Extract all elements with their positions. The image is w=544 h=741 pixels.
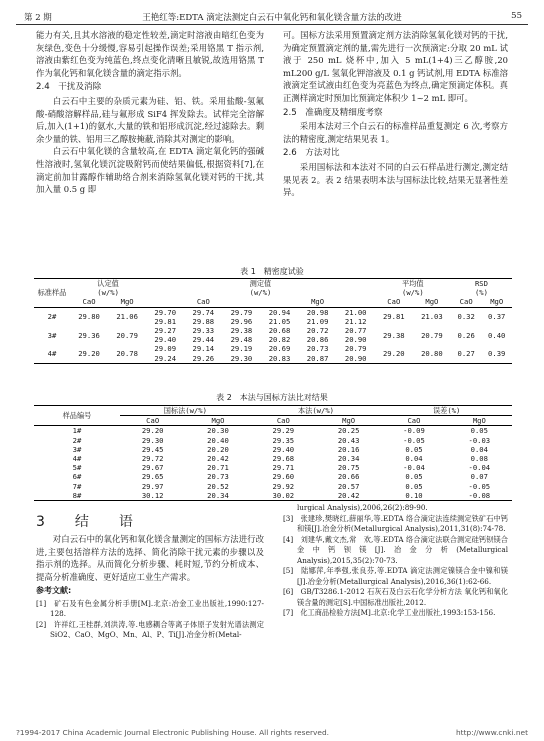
sample-id-cell: 3#: [72, 444, 82, 454]
measured-value-cell: 20.72: [306, 326, 329, 336]
measured-value-cell: 20.79: [344, 344, 367, 354]
table-cell: 29.81: [382, 312, 405, 322]
section-heading-2-5: 2.5 准确度及精细度考察: [283, 107, 383, 118]
sample-id-cell: 3#: [47, 330, 57, 340]
col-header-sample: 样品编号: [34, 406, 120, 426]
table-cell: 0.39: [488, 349, 506, 359]
precision-table: [34, 278, 512, 364]
measured-value-cell: 29.40: [154, 335, 177, 345]
measured-value-cell: 20.77: [344, 326, 367, 336]
conclusion-text: 对白云石中的氧化钙和氧化镁含量测定的国标方法进行改进,主要包括溶样方法的选择、简化消除干扰元素的步骤以及指示剂的选择。从而简化分析步骤、耗时短,节约分析成本、提高分析准确度、更好适应工业生产需求。: [36, 534, 264, 582]
table-cell: 20.52: [207, 481, 229, 491]
mgo-label: MgO: [316, 416, 381, 426]
table-cell: 29.72: [141, 454, 164, 464]
measured-value-cell: 20.90: [344, 353, 367, 363]
measured-value-cell: 29.26: [192, 353, 215, 363]
reference-item: [2] 许祥红,王桂群,刘洪涛,等.电感耦合等离子体原子发射光谱法测定 SiO2、CaO、MgO、Mn、Al、P、Ti[J].冶金分析(Metal-: [36, 619, 264, 640]
measured-value-cell: 20.73: [306, 344, 329, 354]
table-cell: 0.27: [457, 349, 475, 359]
measured-value-cell: 20.69: [268, 344, 291, 354]
references-title: 参考文献:: [36, 586, 72, 596]
unit-label: (%): [474, 288, 488, 298]
measured-value-cell: 20.94: [268, 307, 291, 317]
paragraph: 采用本法对三个白云石的标准样品重复测定 6 次,考察方法的精密度,测定结果见表 1。: [283, 121, 508, 144]
table-cell: 20.57: [337, 481, 360, 491]
paragraph: 白云石中主要的杂质元素为硅、铝、铁。采用盐酸-氢氟酸-硝酸溶解样品,硅与氟形成 SiF4 挥发除去。试样完全溶解后,加入(1+1)的氨水,大量的铁和铝形成沉淀,经过滤除去。剩余少量的铁、铝用三乙醇胺掩蔽,消除其对测定的影响。: [36, 95, 264, 144]
copyright-footer: [16, 728, 528, 737]
unit-label: (w/%): [97, 288, 119, 298]
sample-id-cell: 6#: [72, 472, 82, 482]
mgo-label: MgO: [413, 297, 451, 307]
reference-item: [7] 化工商品检验方法[M].北京:化学工业出版社,1993:153-156.: [283, 608, 496, 617]
col-header-this-method: 本法(w/%): [251, 406, 382, 416]
table-cell: 29.92: [272, 481, 295, 491]
table-cell: 29.36: [78, 330, 100, 340]
sample-id-cell: 2#: [72, 435, 82, 445]
table-cell: -0.04: [403, 463, 425, 473]
references-left: [36, 586, 264, 641]
table-cell: 0.05: [405, 472, 423, 482]
table-cell: 0.37: [488, 312, 506, 322]
paragraph: 采用国标法和本法对不同的白云石样品进行测定,测定结果见表 2。表 2 结果表明本法与国标法比较,结果无显著性差异。: [283, 161, 508, 198]
table-cell: 29.35: [272, 435, 295, 445]
measured-value-cell: 29.74: [192, 307, 215, 317]
measured-value-cell: 21.00: [344, 307, 367, 317]
table-cell: 0.04: [405, 454, 423, 464]
table-cell: 20.43: [337, 435, 360, 445]
measured-value-cell: 29.27: [154, 326, 177, 336]
running-header: [16, 10, 528, 25]
col-header-sample: 标准样品: [34, 279, 70, 308]
table-cell: 20.42: [207, 454, 229, 464]
unit-label: (w/%): [249, 288, 272, 298]
measured-value-cell: 20.68: [268, 326, 291, 336]
table-row: [34, 426, 512, 436]
table-cell: 29.20: [78, 349, 100, 359]
cnki-link[interactable]: http://www.cnki.net: [455, 728, 528, 737]
col-header-certified: 认定值: [97, 279, 119, 288]
table-cell: 0.05: [405, 444, 423, 454]
table-cell: 0.08: [470, 454, 488, 464]
mgo-label: MgO: [481, 297, 512, 307]
table-cell: 0.07: [470, 472, 488, 482]
page-number: 55: [511, 11, 522, 21]
table-cell: 29.71: [272, 463, 295, 473]
cao-label: CaO: [70, 297, 108, 307]
comparison-table: [34, 405, 512, 501]
table-cell: 0.32: [457, 312, 475, 322]
measured-value-cell: 29.33: [192, 326, 215, 336]
measured-value-cell: 29.79: [230, 307, 253, 317]
table-row: [34, 482, 512, 491]
cao-label: CaO: [251, 416, 316, 426]
table2-caption: 表 2 本法与国标方法比对结果: [216, 393, 328, 402]
table-cell: 20.75: [337, 463, 360, 473]
table-cell: 0.05: [405, 481, 423, 491]
table-row: [34, 491, 512, 501]
table-cell: 21.03: [421, 312, 443, 322]
mgo-label: MgO: [260, 297, 374, 307]
table-cell: -0.05: [468, 481, 491, 491]
table-cell: 29.29: [272, 426, 295, 436]
table-cell: 20.79: [421, 330, 443, 340]
measured-value-cell: 29.30: [230, 353, 253, 363]
paragraph: 可。国标方法采用预置滴定剂方法消除氢氧化镁对钙的干扰,为确定预置滴定剂的量,需先进行一次预滴定:分取 20 mL 试液于 250 mL 烧杯中,加入 5 mL(1+4)三乙醇胺,20 mL200 g/L 氢氧化钾溶液及 0.1 g 钙试剂,用 EDTA 标准溶液滴定至试液由红色变为亮蓝色为终点,确定预滴定体积。真正测样滴定时预加比预滴定体积少 1~2 mL 即可。: [283, 30, 508, 103]
measured-value-cell: 29.81: [154, 316, 177, 326]
sample-id-cell: 5#: [72, 463, 82, 473]
reference-item: [6] GB/T3286.1-2012 石灰石及白云石化学分析方法 氧化钙和氧化镁含量的测定[S].中国标准出版社,2012.: [283, 587, 508, 607]
table-row: [34, 436, 512, 445]
table-cell: 20.73: [207, 472, 229, 482]
sample-id-cell: 4#: [47, 349, 57, 359]
measured-value-cell: 21.12: [344, 316, 367, 326]
measured-value-cell: 29.09: [154, 344, 177, 354]
measured-value-cell: 29.24: [154, 353, 177, 363]
measured-value-cell: 21.09: [306, 316, 329, 326]
table-cell: 20.66: [337, 472, 360, 482]
paragraph: 能力有关,且其水溶液的稳定性较差,滴定时溶液由暗红色变为灰绿色,变色十分缓慢,容易引起操作误差;采用铬黑 T 指示剂,溶液由紫红色变为纯蓝色,终点变化清晰且敏锐,故选用铬黑 T 作为氧化钙和氧化镁含量的滴定指示剂。: [36, 30, 264, 78]
table-cell: 0.04: [470, 444, 488, 454]
table-cell: -0.05: [403, 435, 425, 445]
table-row: [34, 326, 512, 335]
measured-value-cell: 29.48: [230, 335, 253, 345]
table-cell: -0.09: [403, 426, 425, 436]
left-bottom-column: [36, 533, 264, 641]
table-cell: 20.80: [421, 349, 443, 359]
table-cell: 20.34: [337, 454, 360, 464]
table-cell: 29.67: [141, 463, 164, 473]
reference-item: [5] 陆娜萍,年季强,张良芬,等.EDTA 滴定法测定镍镁合金中镍和镁[J].冶金分析(Metallurgical Analysis),2016,36(1):62-66.: [283, 566, 508, 586]
right-column: [283, 29, 508, 199]
conclusion-heading: 3 结 语: [36, 514, 141, 530]
table-cell: 20.40: [207, 435, 229, 445]
table-cell: 0.05: [470, 426, 488, 436]
left-column: [36, 29, 264, 196]
cao-label: CaO: [146, 297, 260, 307]
measured-value-cell: 20.86: [306, 335, 329, 345]
measured-value-cell: 29.88: [192, 316, 215, 326]
table-row: [34, 472, 512, 481]
mgo-label: MgO: [185, 416, 250, 426]
table-row: [34, 463, 512, 472]
table-row: [34, 344, 512, 353]
table-row: [34, 445, 512, 454]
reference-item: [3] 张建珍,樊晓红,薛丽华,等.EDTA 络合滴定法连续测定铁矿石中钙和镁[J].冶金分析(Metallurgical Analysis),2011,31(8):74-78.: [283, 513, 508, 533]
table-cell: 29.68: [272, 454, 295, 464]
table-cell: 20.78: [116, 349, 138, 359]
table-cell: 29.40: [272, 444, 295, 454]
table-cell: 20.42: [337, 490, 360, 500]
sample-id-cell: 8#: [72, 490, 82, 500]
col-header-error: 误差(%): [381, 406, 512, 416]
running-title: 王艳红等:EDTA 滴定法测定白云石中氧化钙和氧化镁含量方法的改进: [142, 13, 402, 23]
table-cell: 29.45: [141, 444, 164, 454]
table-cell: 20.20: [207, 444, 229, 454]
measured-value-cell: 29.44: [192, 335, 215, 345]
table-row: [34, 454, 512, 463]
table-cell: 30.12: [141, 490, 164, 500]
measured-value-cell: 20.83: [268, 353, 291, 363]
sample-id-cell: 1#: [72, 426, 82, 436]
mgo-label: MgO: [108, 297, 146, 307]
section-heading-2-6: 2.6 方法对比: [283, 148, 340, 159]
measured-value-cell: 21.05: [268, 316, 291, 326]
measured-value-cell: 29.70: [154, 307, 177, 317]
section-heading-2-4: 2.4 干扰及消除: [36, 82, 102, 93]
table-cell: 20.30: [207, 426, 229, 436]
sample-id-cell: 7#: [72, 481, 82, 491]
table-cell: 29.20: [382, 349, 405, 359]
table-cell: 0.40: [488, 330, 506, 340]
measured-value-cell: 29.96: [230, 316, 253, 326]
table-cell: 29.97: [141, 481, 164, 491]
reference-item: [1] 矿石及有色金属分析手册[M].北京:冶金工业出版社,1990:127-128.: [36, 598, 264, 619]
paragraph: 白云石中氧化镁的含量较高,在 EDTA 滴定氧化钙的强碱性溶液时,氢氧化镁沉淀吸附钙而使结果偏低,根据资料[7],在滴定前加甘露醇作辅助络合剂来消除氢氧化镁对钙的干扰,其加入量 0.5 g 即: [36, 146, 264, 195]
measured-value-cell: 20.90: [344, 335, 367, 345]
table-cell: 29.60: [272, 472, 295, 482]
table-cell: 29.80: [78, 312, 100, 322]
copyright-text: ?1994-2017 China Academic Journal Electronic Publishing House. All rights reserved.: [16, 728, 330, 737]
reference-item: lurgical Analysis),2006,26(2):89-90.: [297, 503, 428, 512]
table-cell: -0.04: [468, 463, 491, 473]
table-cell: 20.25: [337, 426, 360, 436]
table-cell: 29.20: [141, 426, 164, 436]
sample-id-cell: 4#: [72, 454, 82, 464]
col-header-rsd: RSD: [474, 279, 488, 288]
col-header-measured: 测定值: [249, 279, 272, 288]
mgo-label: MgO: [447, 416, 512, 426]
cao-label: CaO: [451, 297, 481, 307]
table-cell: 0.26: [457, 330, 475, 340]
issue-number: 第 2 期: [24, 13, 52, 23]
table-cell: -0.03: [468, 435, 491, 445]
col-header-average: 平均值: [402, 279, 424, 288]
table-cell: 21.06: [116, 312, 138, 322]
table-cell: 30.02: [272, 490, 295, 500]
measured-value-cell: 20.87: [306, 353, 329, 363]
sample-id-cell: 2#: [47, 312, 57, 322]
measured-value-cell: 29.14: [192, 344, 215, 354]
table-cell: 0.10: [405, 490, 423, 500]
cao-label: CaO: [120, 416, 185, 426]
cao-label: CaO: [381, 416, 446, 426]
table-cell: 29.38: [382, 330, 405, 340]
reference-item: [4] 刘建华,戴文杰,常 欢,等.EDTA 络合滴定法联合测定硅钙钡镁合金中钙钡镁[J].冶金分析(Metallurgical Analysis),2015,35(2):70-73.: [283, 534, 508, 565]
table-cell: 29.65: [141, 472, 164, 482]
measured-value-cell: 20.98: [306, 307, 329, 317]
table-cell: 20.34: [207, 490, 229, 500]
table-cell: 29.30: [141, 435, 164, 445]
table-cell: -0.08: [468, 490, 491, 500]
table-cell: 20.16: [337, 444, 360, 454]
table-row: [34, 307, 512, 317]
table1-caption: 表 1 精密度试验: [240, 267, 304, 276]
measured-value-cell: 20.82: [268, 335, 291, 345]
unit-label: (w/%): [402, 288, 424, 298]
col-header-gb: 国标法(w/%): [120, 406, 251, 416]
measured-value-cell: 29.38: [230, 326, 253, 336]
table-cell: 20.71: [207, 463, 229, 473]
references-right: [283, 503, 508, 619]
measured-value-cell: 29.19: [230, 344, 253, 354]
cao-label: CaO: [375, 297, 413, 307]
table-cell: 20.79: [116, 330, 138, 340]
